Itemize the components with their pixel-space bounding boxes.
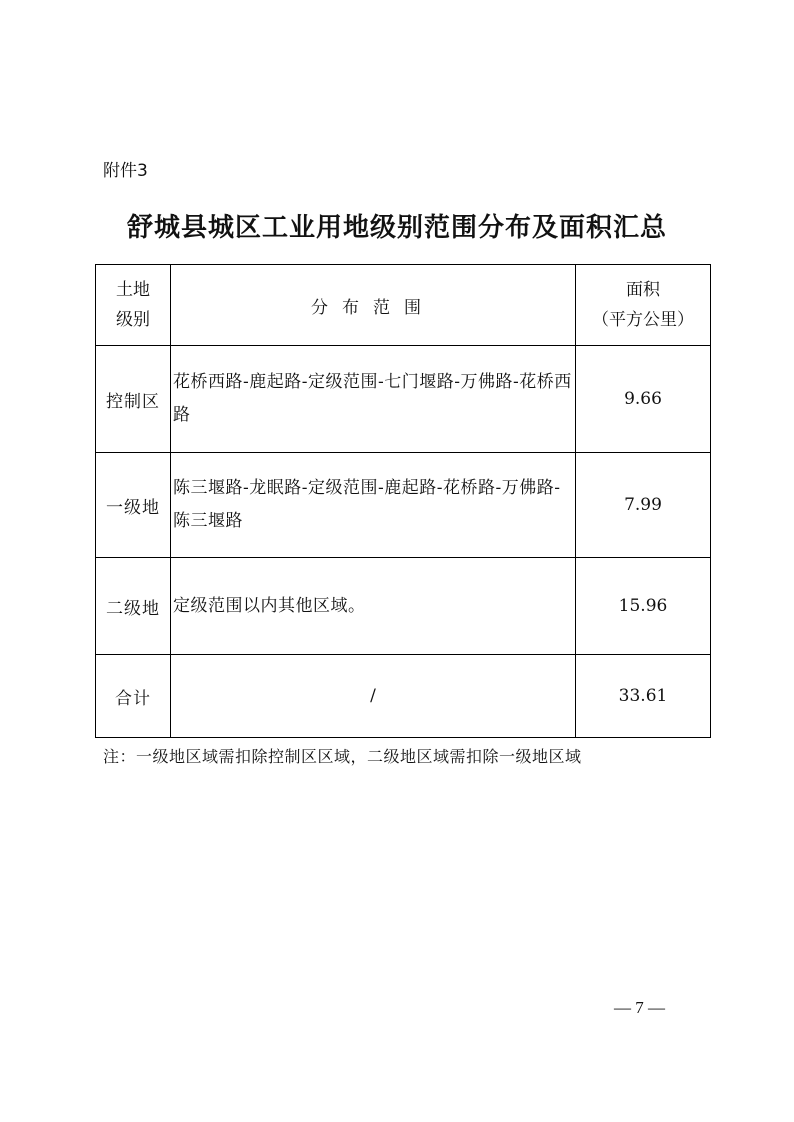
- range-cell: 定级范围以内其他区域。: [171, 558, 576, 655]
- table-row: [96, 346, 711, 453]
- range-cell: /: [171, 655, 576, 738]
- level-cell: 一级地: [96, 453, 171, 558]
- area-cell: 15.96: [576, 558, 711, 655]
- header-range-cell: 分布范围: [171, 265, 576, 346]
- table-total-row: [96, 655, 711, 738]
- table-note: 注：一级地区域需扣除控制区区域，二级地区域需扣除一级地区域: [103, 747, 582, 766]
- level-cell: 二级地: [96, 558, 171, 655]
- header-area-cell: [576, 265, 711, 346]
- attachment-label: 附件3: [103, 161, 148, 181]
- table-header-row: [96, 265, 711, 346]
- range-cell: 花桥西路-鹿起路-定级范围-七门堰路-万佛路-花桥西路: [171, 346, 576, 453]
- table-row: [96, 453, 711, 558]
- page-number: — 7 —: [614, 998, 665, 1017]
- header-area-line2: （平方公里）: [592, 310, 694, 330]
- header-level-line1: 土地: [116, 280, 150, 300]
- area-cell: 9.66: [576, 346, 711, 453]
- area-cell: 33.61: [576, 655, 711, 738]
- header-level-line2: 级别: [116, 310, 150, 330]
- level-cell: 合计: [96, 655, 171, 738]
- level-cell: 控制区: [96, 346, 171, 453]
- document-title: 舒城县城区工业用地级别范围分布及面积汇总: [126, 213, 667, 243]
- table-row: [96, 558, 711, 655]
- header-area-line1: 面积: [626, 280, 660, 300]
- area-cell: 7.99: [576, 453, 711, 558]
- header-level-cell: [96, 265, 171, 346]
- land-level-table: [95, 264, 711, 738]
- range-cell: 陈三堰路-龙眠路-定级范围-鹿起路-花桥路-万佛路-陈三堰路: [171, 453, 576, 558]
